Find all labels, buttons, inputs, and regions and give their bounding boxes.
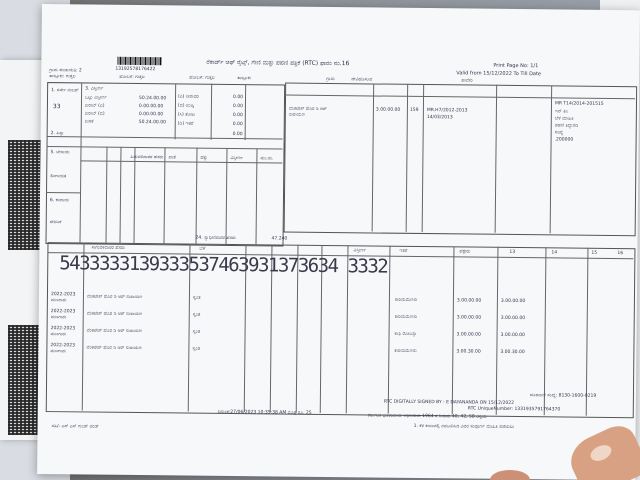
left-label: ಗ್ರಾಮ ಪಂಚಾಯತಿ: 2 [49,68,82,74]
area-row-name: ಖರಾಬ್ (ಎ) [84,103,105,109]
crop-number-header: 13 [509,249,516,255]
row-total: 3.00.00.00 [500,315,526,322]
row-owner: ವೆಂಕಟೇಶ್ ಹೊರ ಡಿ ಆರ್ ನಾರಾಯಣ [86,294,143,301]
table1-header: ವಿಸ್ತೀರ್ಣ [230,155,243,162]
area-row-name: ಉಳಿಕೆ [84,119,94,125]
survey-label: 1. ಸರ್ವೇ ನಂಬರ್ [51,88,79,94]
crop-number-header: 16 [617,251,624,257]
crop-number-header: 15 [591,250,598,256]
area-row-name: ಒಟ್ಟು ವಿಸ್ತೀರ್ಣ [84,95,107,101]
side-row-name: (ಸಿ) ತೋಟ [177,112,195,118]
right-line: ಬೆಳೆ ಮಾಹಿತಿ [554,116,574,122]
row-crop: ಕಾರಿಯಮೆಣಸು [394,297,418,303]
hissa-label: 2. ಹಿಸ್ಸಾ [50,131,64,137]
row-crop: ಕಾರಿಯಮೆಣಸು [394,314,418,320]
side-row-name: (ಎ) ನೀರಾವರಿ [178,94,199,100]
side-row-name: (ಬಿ) ಖುಷ್ಕಿ [177,103,195,109]
area-row-name: ಖರಾಬ್ (ಬಿ) [84,111,105,117]
barcode-icon [117,57,161,65]
row-crop: ಕಾರಿಯಮೆಣಸು [394,348,417,354]
document-title: ರೆಕಾರ್ಡ್ ಆಫ್ ರೈಟ್ಸ್, ಗೇಣಿ ಮತ್ತು ಪಹಣಿ ಪತ್ರಿಕೆ (RTC) ಫಾರಂ ನಂ.16 [206,58,350,68]
side-row-value: 0.00 [232,122,243,128]
long-number-overlay: 5433333139333537463931373634 3332 [59,252,388,278]
district-value: ಹಾವೇರಿ [461,78,473,84]
village-name: ದೇವಿಹೊಸೂರ [351,77,373,83]
crop-header: ಬೆಳೆ [199,246,206,252]
area-row-value: 50.24.00.00 [138,96,167,102]
area-label: 3. ವಿಸ್ತೀರ್ಣ [85,86,104,92]
left-label: ಹೋಬಳಿ: ಗುತ್ತಲ [119,74,145,81]
area-row-value: 0.00.00.00 [138,104,164,110]
row-year: 2022-2023 [50,326,76,332]
row-area: 3.00.00.00 [456,298,482,304]
crop-header: ಹೆಕ್ಟೇರು [459,249,471,255]
village-label: ಗ್ರಾಮ [326,76,335,83]
crop-header: ವಿಸ್ತೀರ್ಣ [353,248,366,254]
area-total: 0.00 [232,132,243,138]
side-row-value: 0.00 [232,104,243,110]
footer-signed: RTC DIGITALLY SIGNED BY : E DAYANANDA ON 15/12/2022 [383,399,515,406]
row-total: 3.00.30.00 [500,349,525,356]
survey-number: 33 [52,103,61,111]
row-total: 3.00.00.00 [500,298,526,305]
valid-from: Valid from 15/12/2022 To Till Date [456,70,542,78]
table1-header: ಹಿಡುವಳಿದಾರರ ಹೆಸರು [130,154,164,161]
row-season: ಮುಂಗಾರು [50,332,67,338]
row-year: 2022-2023 [50,309,76,315]
mutation-date: 14/03/2013 [426,115,453,121]
rtc-document [37,4,640,480]
taluk-value: ತಾಲ್ಲೂಕು [237,76,252,82]
mutation-text: MR.H7/2012-2013 [426,108,468,114]
right-code: MR T14/2014-201515 [554,101,604,107]
cultivation-label: 5. ಬೇಸಾಯ [50,150,70,156]
right-line: ಇನ್ ಕಿನಿ [554,109,568,115]
section-24-label: 24. ಸ್ವಾಧೀನದಾರರ ಹೆಸರು [195,235,236,242]
footer-bottom-left: ಸಹಿ/- ಎಸ್ ಎಸ್ ಗುಂಡ್ ಪಂಡ್ [51,424,99,430]
hobli-value: ಹೋಬಳಿ: ಗುತ್ತಲ [189,75,215,81]
right-line: ಪಹಣಿ ತಿದ್ದುಪಡಿ [554,123,579,129]
footer-note: 1. ಕೆಳ ಕಾಲಂನಲ್ಲಿ ನಮೂದಿಸಿದ ವಿವರ ಸಂಪೂರ್ಣ ಮಾಹಿತಿ ಪಡೆಯಲು [413,423,515,430]
area-row-value: 0.00.00.00 [138,112,164,118]
side-row-name: (ಡಿ) ಇತರೆ [177,121,194,127]
crop-header: ಇತರೆ [399,248,408,254]
owner-area: 3.00.00.00 [375,107,401,113]
table1-header: ಮು.ನಂ. [260,156,274,162]
footer-phone: ದೂರವಾಣಿ ಸಂಖ್ಯೆ: 8130-1600-0219 [529,393,597,399]
row-land: ಸ್ವಂತ [192,329,201,335]
row-year: 2022-2023 [50,292,76,298]
table1-header: ಹಕ್ಕು [200,155,208,161]
barcode-number: 13192578176422 [115,66,156,73]
row-owner: ವೆಂಕಟೇಶ್ ಹೊರ ಡಿ ಆರ್ ನಾರಾಯಣ [86,328,143,335]
owner-mr: 159 [409,107,419,113]
side-row-value: 0.00 [233,95,244,101]
row-owner: ವೆಂಕಟೇಶ್ ಹೊರ ಡಿ ಆರ್ ನಾರಾಯಣ [86,311,143,318]
row-owner: ವೆಂಕಟೇಶ್ ಹೊರ ಡಿ ಆರ್ ನಾರಾಯಣ [86,345,142,352]
crop-number-header: 14 [551,250,558,256]
row-area: 3.00.00.00 [456,315,482,321]
section-24-value: 47.240 [271,236,288,242]
area-row-value: 50.24.00.00 [138,120,166,126]
row-crop: ಕಾಫಿ ರೋಬಸ್ಟಾ [394,331,417,337]
side-row-value: 0.00 [232,113,243,119]
crop-header: ಸಾಗುವಳಿದಾರರ ಹೆಸರು [91,245,125,251]
table1-header: ಖಾತೆ [168,155,176,161]
footer-date: ದಿನಾಂಕ:27/06/2023 10:35:38 AM ಮೊತ್ತ ರೂ. 25 [217,409,312,416]
left-label: ತಾಲ್ಲೂಕು: ಗುತ್ತಲ [49,74,76,80]
row-area: 3.00.00.00 [456,332,481,338]
owner-name: ವೆಂಕಟೇಶ್ ಹೊರ ಡಿ ಆರ್ [288,106,327,112]
right-line: ಸಂಖ್ಯೆ [554,130,564,136]
cultivation-value: ಲಿಂಗಾಯತ [50,174,67,180]
revenue-label: 6. ಕಂದಾಯ [49,198,70,204]
row-season: ಮುಂಗಾರು [50,349,66,355]
row-season: ಮುಂಗಾರು [50,315,67,321]
row-season: ಮುಂಗಾರು [50,298,67,304]
footer-extract: ಕರ್ನಾಟಕ ಭೂಕಂದಾಯ ಅಧಿನಿಯಮ 1964 ರ ನಿಯಮ 40, 42, 58 ರನ್ವಯ [367,413,487,420]
row-land: ಸ್ವಂತ [192,312,201,318]
row-total: 3.00.00.00 [500,332,525,339]
row-land: ಸ್ವಂತ [192,295,201,301]
print-page: Print Page No: 1/1 [493,62,539,70]
right-line: .200000 [554,137,574,143]
revenue-value: ಸೇರಿಸಿದೆ [49,220,62,226]
row-land: ಸ್ವಂತ [192,346,200,352]
footer-unique: RTC UniqueNumber: 1331935791764370 [467,406,561,413]
row-area: 3.00.30.00 [456,349,481,355]
row-year: 2022-2023 [50,343,75,349]
owner-sub: ನಾರಾಯಣ [288,112,305,118]
